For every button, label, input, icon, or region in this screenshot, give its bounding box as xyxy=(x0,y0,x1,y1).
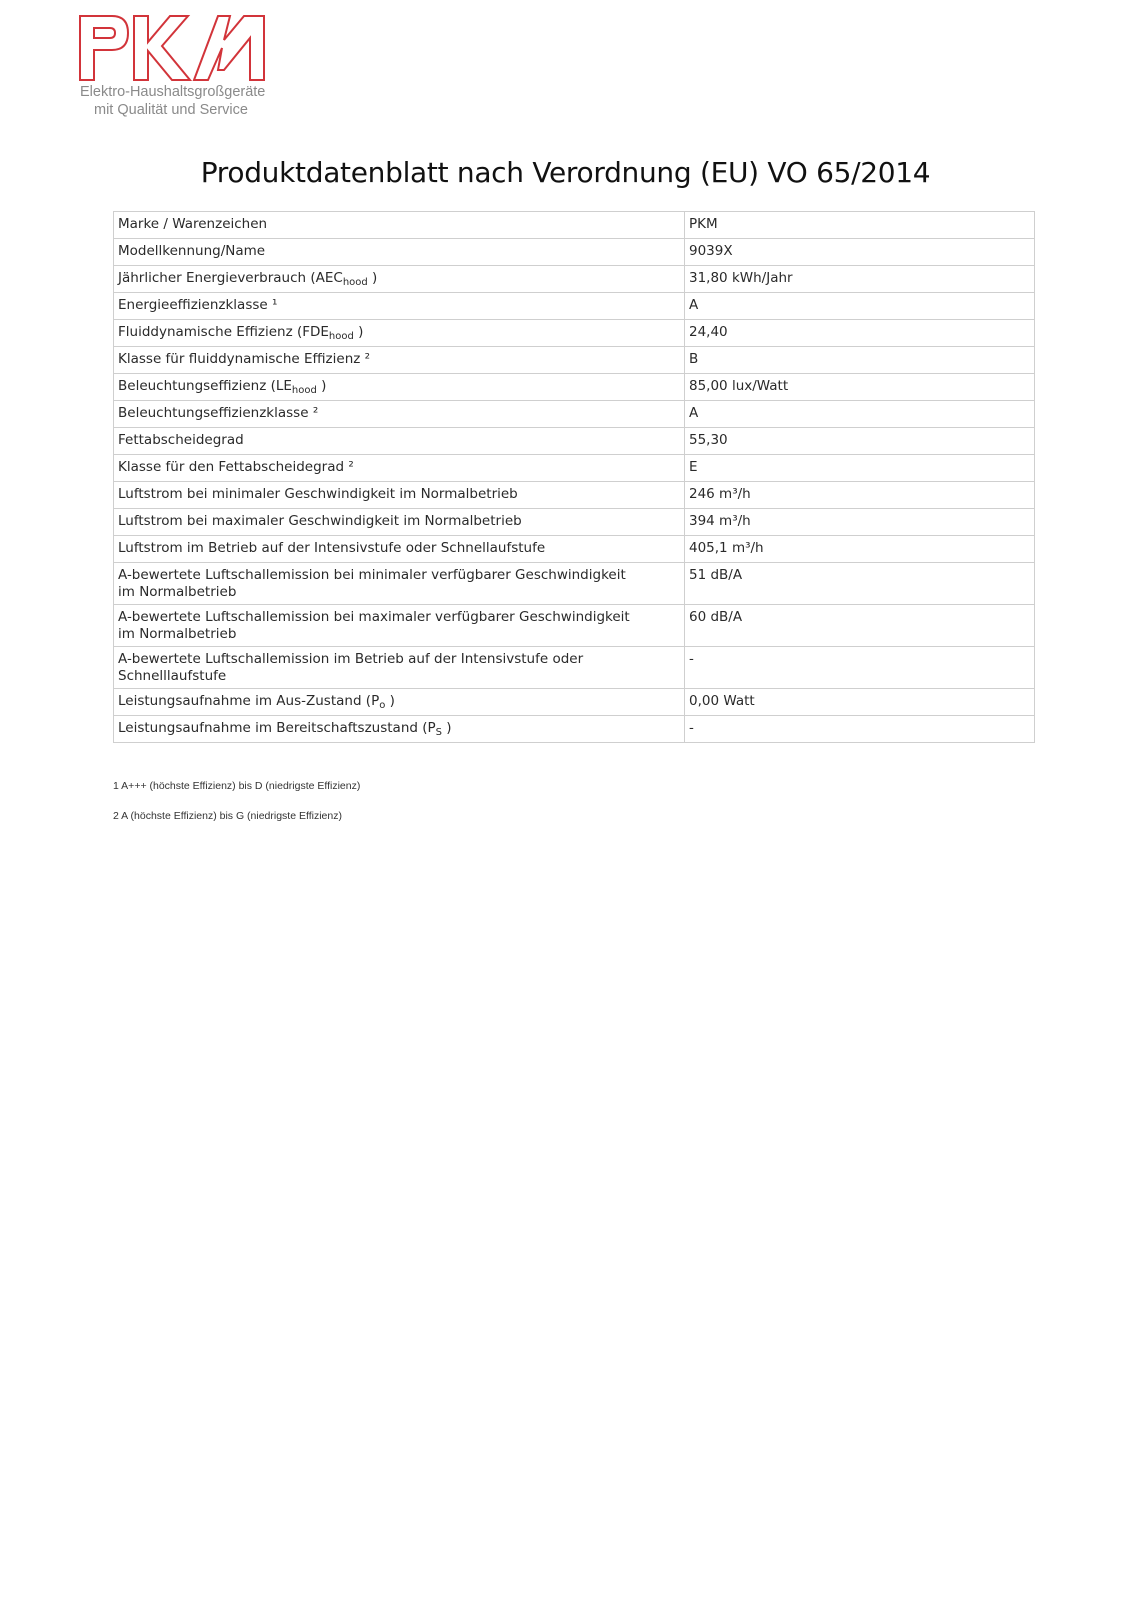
table-row xyxy=(114,239,1035,266)
row-label xyxy=(114,374,685,401)
row-label xyxy=(114,647,685,689)
row-label xyxy=(114,239,685,266)
row-value: 31,80 kWh/Jahr xyxy=(685,266,1035,293)
table-row xyxy=(114,647,1035,689)
page-title: Produktdatenblatt nach Verordnung (EU) VO 65/2014 xyxy=(200,156,931,189)
label-suffix: ) xyxy=(367,270,378,286)
table-row xyxy=(114,374,1035,401)
row-value: PKM xyxy=(685,212,1035,239)
row-value: A xyxy=(685,293,1035,320)
label-suffix: ) xyxy=(385,693,395,709)
row-value: - xyxy=(685,647,1035,689)
label-text: Energieeffizienzklasse ¹ xyxy=(118,297,278,313)
company-logo xyxy=(78,14,278,124)
label-subscript: hood xyxy=(291,385,317,396)
label-text: Beleuchtungseffizienzklasse ² xyxy=(118,405,319,421)
label-text: Leistungsaufnahme im Bereitschaftszustand (P xyxy=(118,720,436,736)
label-text: Marke / Warenzeichen xyxy=(118,216,268,232)
row-label xyxy=(114,689,685,716)
label-text: Fluiddynamische Effizienz (FDE xyxy=(118,324,329,340)
label-text: Modellkennung/Name xyxy=(118,243,266,259)
row-value: 51 dB/A xyxy=(685,563,1035,605)
row-value: 0,00 Watt xyxy=(685,689,1035,716)
label-text: Fettabscheidegrad xyxy=(118,432,244,448)
row-value: 85,00 lux/Watt xyxy=(685,374,1035,401)
logo-tagline-2: mit Qualität und Service xyxy=(94,102,248,118)
row-value: 246 m³/h xyxy=(685,482,1035,509)
table-row xyxy=(114,320,1035,347)
label-text-line2: im Normalbetrieb xyxy=(118,626,237,642)
label-text: A-bewertete Luftschallemission im Betrieb auf der Intensivstufe oder Schnelllaufstufe xyxy=(118,651,584,684)
row-value: B xyxy=(685,347,1035,374)
table-row xyxy=(114,347,1035,374)
label-subscript: S xyxy=(435,727,443,738)
row-label xyxy=(114,320,685,347)
row-value: E xyxy=(685,455,1035,482)
row-value: 24,40 xyxy=(685,320,1035,347)
row-value: 9039X xyxy=(685,239,1035,266)
table-row xyxy=(114,455,1035,482)
table-row xyxy=(114,266,1035,293)
logo-tagline-1: Elektro-Haushaltsgroßgeräte xyxy=(80,84,266,100)
label-text: A-bewertete Luftschallemission bei maximaler verfügbarer Geschwindigkeit xyxy=(118,609,630,625)
footnote-2: 2 A (höchste Effizienz) bis G (niedrigste Effizienz) xyxy=(113,810,342,822)
table-row xyxy=(114,509,1035,536)
table-row xyxy=(114,212,1035,239)
label-text: Jährlicher Energieverbrauch (AEC xyxy=(118,270,343,286)
label-text-line2: im Normalbetrieb xyxy=(118,584,237,600)
footnote-1: 1 A+++ (höchste Effizienz) bis D (niedrigste Effizienz) xyxy=(113,780,361,792)
label-text: Luftstrom im Betrieb auf der Intensivstufe oder Schnellaufstufe xyxy=(118,540,546,556)
label-text: Klasse für den Fettabscheidegrad ² xyxy=(118,459,354,475)
label-text: Beleuchtungseffizienz (LE xyxy=(118,378,292,394)
label-subscript: hood xyxy=(328,331,354,342)
row-label xyxy=(114,347,685,374)
row-label xyxy=(114,455,685,482)
row-label xyxy=(114,563,685,605)
label-text: A-bewertete Luftschallemission bei minimaler verfügbarer Geschwindigkeit xyxy=(118,567,626,583)
label-text: Luftstrom bei minimaler Geschwindigkeit im Normalbetrieb xyxy=(118,486,518,502)
row-label xyxy=(114,536,685,563)
label-text: Luftstrom bei maximaler Geschwindigkeit im Normalbetrieb xyxy=(118,513,522,529)
product-data-table xyxy=(113,211,1035,743)
label-subscript: o xyxy=(379,700,386,711)
row-value: - xyxy=(685,716,1035,743)
row-label xyxy=(114,401,685,428)
table-row xyxy=(114,293,1035,320)
row-value: 55,30 xyxy=(685,428,1035,455)
label-subscript: hood xyxy=(342,277,368,288)
table-row xyxy=(114,536,1035,563)
row-label xyxy=(114,509,685,536)
table-row xyxy=(114,401,1035,428)
row-label xyxy=(114,605,685,647)
row-label xyxy=(114,293,685,320)
table-row xyxy=(114,689,1035,716)
table-row xyxy=(114,563,1035,605)
table-row xyxy=(114,605,1035,647)
label-suffix: ) xyxy=(316,378,327,394)
pkm-logo-mark xyxy=(78,14,268,82)
table-row xyxy=(114,428,1035,455)
table-row xyxy=(114,716,1035,743)
table-row xyxy=(114,482,1035,509)
label-suffix: ) xyxy=(353,324,364,340)
row-label xyxy=(114,428,685,455)
label-text: Klasse für fluiddynamische Effizienz ² xyxy=(118,351,371,367)
row-label xyxy=(114,482,685,509)
row-value: 60 dB/A xyxy=(685,605,1035,647)
row-label xyxy=(114,266,685,293)
row-value: 394 m³/h xyxy=(685,509,1035,536)
row-value: 405,1 m³/h xyxy=(685,536,1035,563)
row-label xyxy=(114,716,685,743)
label-text: Leistungsaufnahme im Aus-Zustand (P xyxy=(118,693,380,709)
label-suffix: ) xyxy=(442,720,452,736)
row-value: A xyxy=(685,401,1035,428)
row-label xyxy=(114,212,685,239)
